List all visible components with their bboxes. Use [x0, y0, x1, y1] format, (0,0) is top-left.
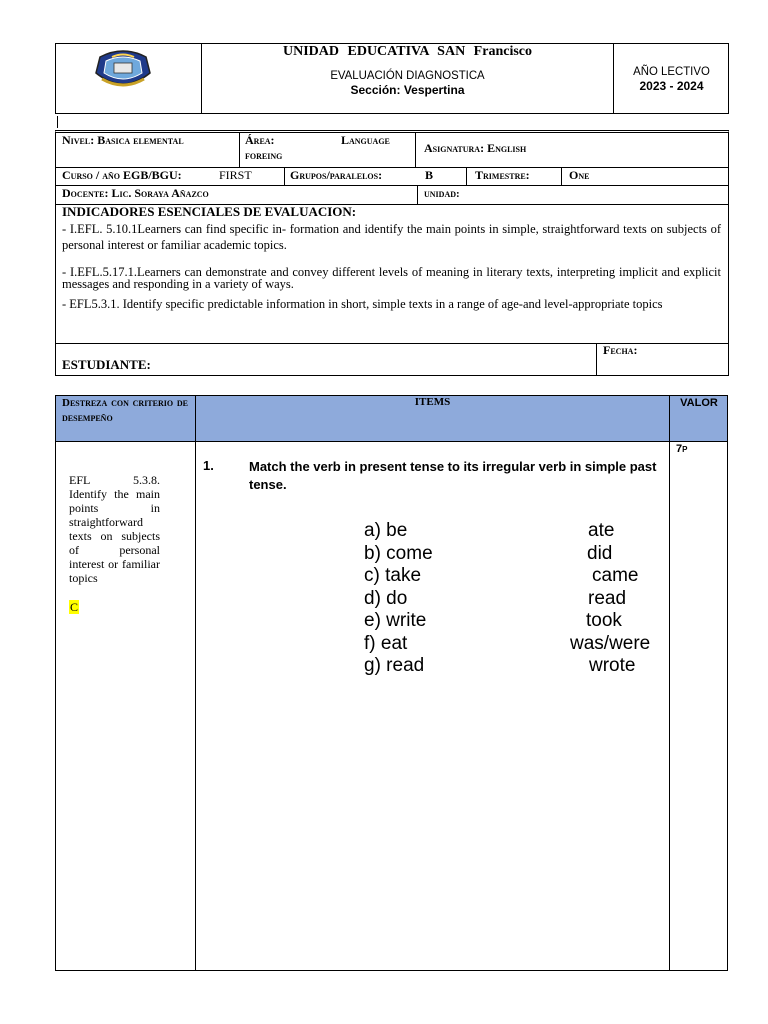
area-value-2: foreing	[245, 150, 283, 162]
items-col-div2	[669, 395, 670, 971]
student-row-div	[596, 343, 597, 376]
col-destreza-header: Destreza con criterio de desempeño	[62, 397, 188, 424]
indicator-2: - I.EFL.5.17.1.Learners can demonstrate and convey different levels of meaning in literary texts, interpreting implicit and explicit messages and responding in a variety of ways.	[62, 265, 721, 291]
area-value: Language	[341, 133, 390, 147]
present-verb: g) read	[364, 655, 425, 676]
destreza-text: EFL 5.3.8. Identify the main points in straightforward texts on subjects of personal interest or familiar topics	[69, 473, 160, 585]
items-header-bottom	[55, 441, 728, 442]
info-row1-div1	[239, 132, 240, 168]
estudiante-label: ESTUDIANTE:	[62, 357, 151, 372]
asignatura-label: Asignatura: English	[424, 141, 527, 155]
docente-label: Docente: Lic. Soraya Añazco	[62, 186, 209, 200]
curso-value: FIRST	[219, 168, 252, 182]
info-row3-div1	[417, 185, 418, 204]
destreza-code: C	[70, 600, 79, 614]
indicadores-title: INDICADORES ESENCIALES DE EVALUACION:	[62, 204, 357, 219]
grupos-label: Grupos/paralelos:	[290, 168, 383, 182]
indicator-3: - EFL5.3.1. Identify specific predictable information in short, simple texts in a range of age-and level-appropriate topics	[62, 297, 663, 311]
section-label: Sección: Vespertina	[350, 83, 465, 97]
past-verb: came	[592, 565, 639, 586]
present-verb: f) eat	[364, 632, 408, 654]
present-verb: c) take	[364, 565, 422, 586]
present-verbs-list	[364, 520, 433, 678]
trimestre-value: One	[569, 168, 590, 182]
valor-value: 7p	[676, 443, 688, 455]
past-verb: was/were	[570, 632, 651, 654]
info-row2-div1	[284, 167, 285, 186]
info-row1-div2	[415, 132, 416, 168]
question-text: Match the verb in present tense to its irregular verb in simple past tense.	[249, 459, 657, 492]
past-verbs-list	[560, 520, 668, 678]
fecha-label: Fecha:	[603, 343, 638, 357]
past-verb: wrote	[589, 655, 636, 676]
info-row2-div3	[561, 167, 562, 186]
items-col-div1	[195, 395, 196, 971]
past-verb: took	[586, 610, 622, 631]
school-name: UNIDAD EDUCATIVA SAN Francisco	[283, 44, 532, 59]
present-verb: a) be	[364, 520, 408, 541]
exam-title: EVALUACIÓN DIAGNOSTICA	[330, 68, 485, 82]
info-row2-div2	[466, 167, 467, 186]
present-verb: d) do	[364, 587, 408, 609]
past-verb: ate	[588, 520, 615, 541]
school-logo	[92, 47, 154, 91]
question-number: 1.	[203, 458, 214, 473]
unidad-label: unidad:	[424, 188, 460, 200]
year-label: AÑO LECTIVO	[633, 64, 710, 78]
grupos-value: B	[425, 168, 434, 182]
present-verb: e) write	[364, 610, 427, 631]
present-verb: b) come	[364, 542, 433, 564]
col-valor-header: VALOR	[680, 397, 718, 409]
trimestre-label: Trimestre:	[475, 168, 530, 182]
cursor-mark	[57, 116, 58, 128]
nivel-label: Nivel: Basica elemental	[62, 133, 184, 147]
past-verb: did	[587, 542, 613, 564]
indicator-1: - I.EFL. 5.10.1Learners can find specific in- formation and identify the main points in simple, straightforward texts on subjects of personal interest or familiar academic topics.	[62, 222, 721, 252]
curso-label: Curso / año EGB/BGU:	[62, 168, 182, 182]
col-items-header: ITEMS	[414, 396, 451, 408]
year-value: 2023 - 2024	[639, 79, 704, 93]
past-verb: read	[588, 587, 627, 609]
area-label: Área:	[245, 133, 275, 147]
